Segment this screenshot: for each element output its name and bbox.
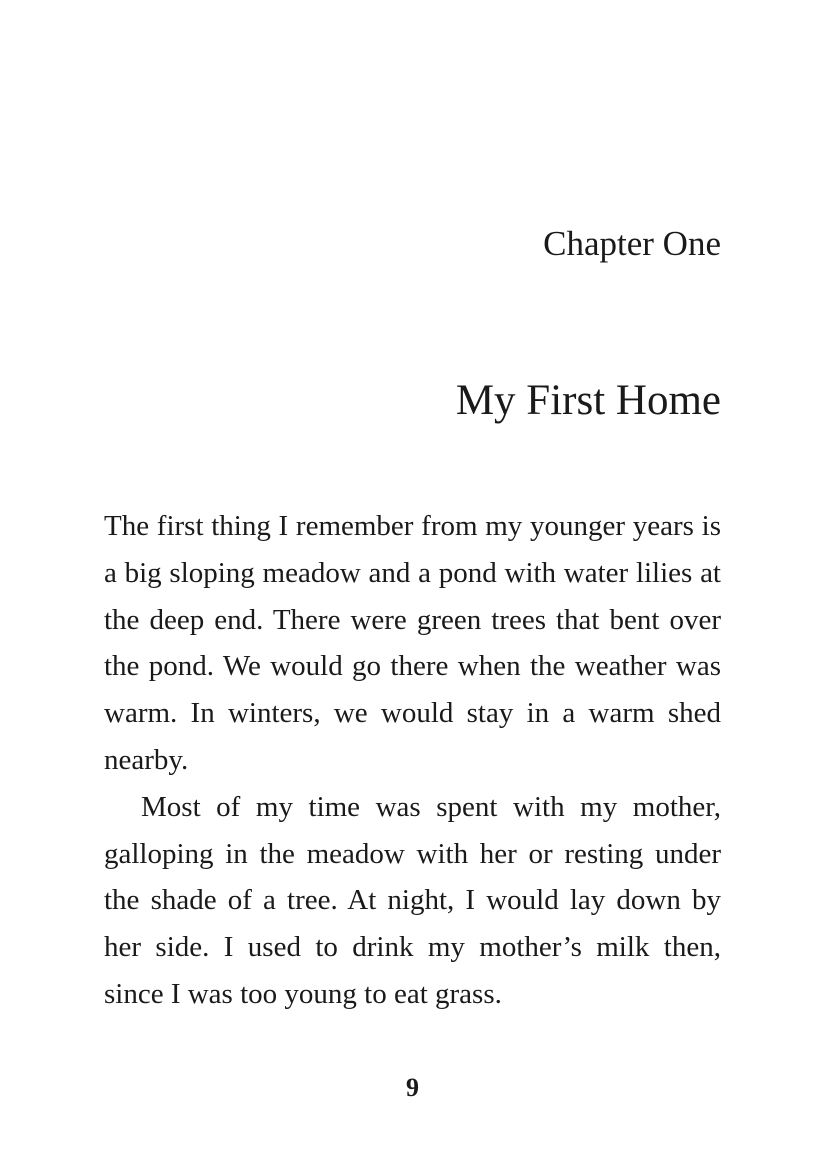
chapter-label: Chapter One bbox=[543, 224, 721, 263]
paragraph-2: Most of my time was spent with my mother, galloping in the meadow with her or resting under the shade of a tree. At night, I would lay down by her side. I used to drink my mother’s milk then, since I was too young to eat grass. bbox=[104, 790, 721, 1010]
chapter-title: My First Home bbox=[455, 377, 721, 424]
page-number: 9 bbox=[406, 1073, 419, 1102]
paragraph-1: The first thing I remember from my younger years is a big sloping meadow and a pond with water lilies at the deep end. There were green trees that bent over the pond. We would go there when the weather was warm. In winters, we would stay in a warm shed nearby. bbox=[104, 510, 721, 776]
body-text bbox=[104, 503, 721, 1018]
